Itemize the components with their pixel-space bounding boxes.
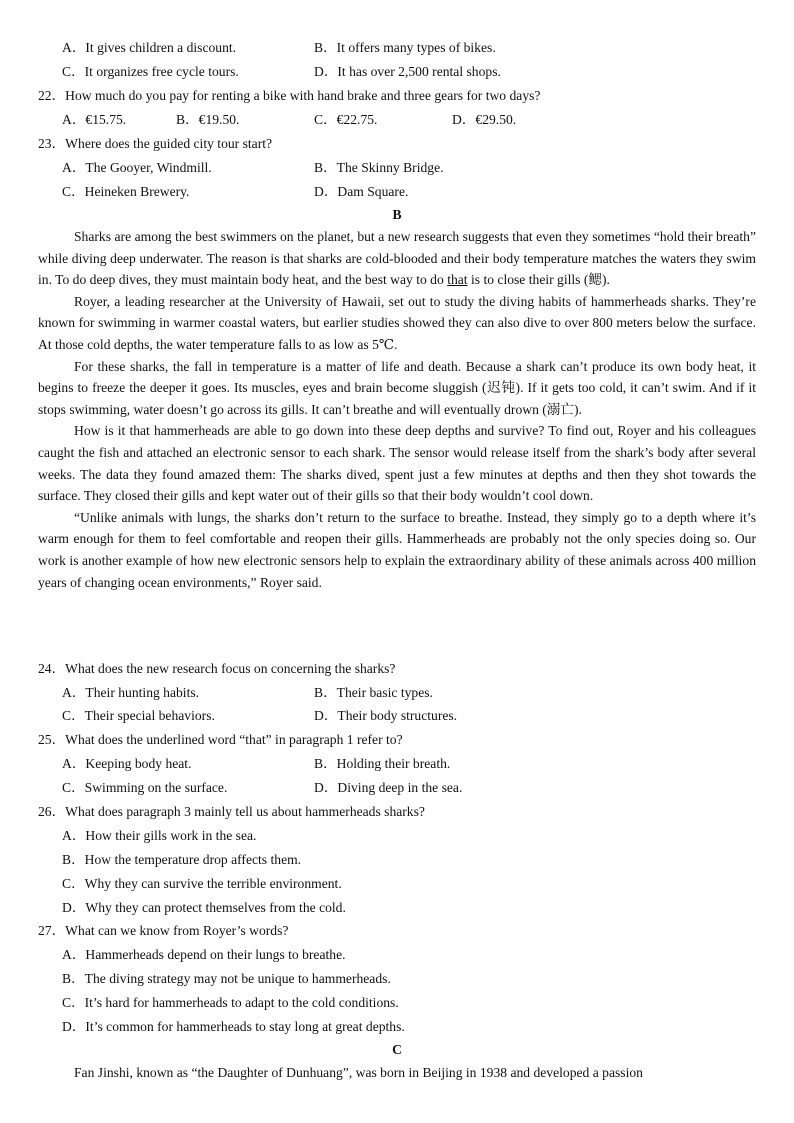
paragraph-1-text-end: is to close their gills (鳃). <box>467 272 610 288</box>
q22-option-c[interactable]: C．€22.75. <box>314 112 378 127</box>
passage-b-paragraph-1 <box>38 226 756 291</box>
q22-stem: 22．How much do you pay for renting a bike with hand brake and three gears for two days? <box>38 88 541 103</box>
q26-option-c[interactable]: C．Why they can survive the terrible environment. <box>62 876 342 891</box>
q26-stem: 26．What does paragraph 3 mainly tell us about hammerheads sharks? <box>38 804 425 819</box>
passage-c-paragraph-1: Fan Jinshi, known as “the Daughter of Dunhuang”, was born in Beijing in 1938 and developed a passion <box>74 1065 643 1080</box>
q23-option-d[interactable]: D．Dam Square. <box>314 184 409 199</box>
q27-option-d[interactable]: D．It’s common for hammerheads to stay long at great depths. <box>62 1019 405 1034</box>
q23-option-a[interactable]: A．The Gooyer, Windmill. <box>62 160 212 175</box>
q21-option-d[interactable]: D．It has over 2,500 rental shops. <box>314 64 501 79</box>
section-c-passage <box>38 1062 756 1084</box>
q21-option-b[interactable]: B．It offers many types of bikes. <box>314 40 496 55</box>
q23-option-b[interactable]: B．The Skinny Bridge. <box>314 160 444 175</box>
passage-b-paragraph-2: Royer, a leading researcher at the University of Hawaii, set out to study the diving habits of hammerheads sharks. They’re known for swimming in warmer coastal waters, but earlier studies showed they can also dive to over 800 meters below the surface. At those cold depths, the water temperature falls to as low as 5℃. <box>38 293 756 352</box>
q27-stem: 27．What can we know from Royer’s words? <box>38 923 289 938</box>
q26-option-d[interactable]: D．Why they can protect themselves from the cold. <box>62 900 346 915</box>
q21-option-a[interactable]: A．It gives children a discount. <box>62 40 237 55</box>
q26-option-b[interactable]: B．How the temperature drop affects them. <box>62 852 302 867</box>
paragraph-1-text-start: Sharks are among the best swimmers on the planet, but a new research suggests that even they sometimes “hold their breath” while diving deep underwater. The reason is that sharks are cold-blooded and their body temperature matches the waters they swim in. To do deep dives, they must maintain body heat, and the best way to do <box>38 229 756 288</box>
q24-option-b[interactable]: B．Their basic types. <box>314 685 433 700</box>
underlined-word-that: that <box>447 272 468 288</box>
q25-option-b[interactable]: B．Holding their breath. <box>314 756 451 771</box>
passage-b-paragraph-4: How is it that hammerheads are able to go down into these deep depths and survive? To find out, Royer and his colleagues caught the fish and attached an electronic sensor to each shark. The sensor would release itself from the shark’s body after several weeks. The data they found amazed them: The sharks dived, spent just a few minutes at depths and then they shot towards the surface. They closed their gills and kept water out of their gills so that their body wouldn’t cool down. <box>38 423 756 504</box>
passage-b-paragraph-3: For these sharks, the fall in temperature is a matter of life and death. Because a shark can’t produce its own body heat, it begins to freeze the deeper it goes. Its muscles, eyes and brain become sluggish (迟钝). If it gets too cold, it can’t swim. And if it stops swimming, water doesn’t go across its gills. It can’t breathe and will eventually drown (溺亡). <box>38 358 756 417</box>
q21-option-c[interactable]: C．It organizes free cycle tours. <box>62 64 239 79</box>
q24-option-c[interactable]: C．Their special behaviors. <box>62 708 215 723</box>
section-b-passage <box>38 226 756 593</box>
q24-option-a[interactable]: A．Their hunting habits. <box>62 685 200 700</box>
section-b-heading: B <box>392 207 402 222</box>
q23-stem: 23．Where does the guided city tour start? <box>38 136 273 151</box>
q22-option-d[interactable]: D．€29.50. <box>452 112 517 127</box>
q24-stem: 24．What does the new research focus on concerning the sharks? <box>38 661 396 676</box>
q27-option-c[interactable]: C．It’s hard for hammerheads to adapt to the cold conditions. <box>62 995 399 1010</box>
q25-option-c[interactable]: C．Swimming on the surface. <box>62 780 228 795</box>
passage-b-paragraph-5: “Unlike animals with lungs, the sharks don’t return to the surface to breathe. Instead, they simply go to a depth where it’s warm enough for them to feel comfortable and reopen their gills. Hammerheads are probably not the only species doing so. Our work is another example of how new electronic sensors help to explain the extraordinary ability of these animals across 400 million years of changing ocean environments,” Royer said. <box>38 509 756 590</box>
q22-option-b[interactable]: B．€19.50. <box>176 112 240 127</box>
section-c-heading: C <box>392 1042 402 1057</box>
q25-stem: 25．What does the underlined word “that” in paragraph 1 refer to? <box>38 732 403 747</box>
q27-option-b[interactable]: B．The diving strategy may not be unique to hammerheads. <box>62 971 391 986</box>
q25-option-d[interactable]: D．Diving deep in the sea. <box>314 780 463 795</box>
q25-option-a[interactable]: A．Keeping body heat. <box>62 756 192 771</box>
q26-option-a[interactable]: A．How their gills work in the sea. <box>62 828 257 843</box>
q24-option-d[interactable]: D．Their body structures. <box>314 708 458 723</box>
q23-option-c[interactable]: C．Heineken Brewery. <box>62 184 190 199</box>
q22-option-a[interactable]: A．€15.75. <box>62 112 127 127</box>
q27-option-a[interactable]: A．Hammerheads depend on their lungs to breathe. <box>62 947 346 962</box>
